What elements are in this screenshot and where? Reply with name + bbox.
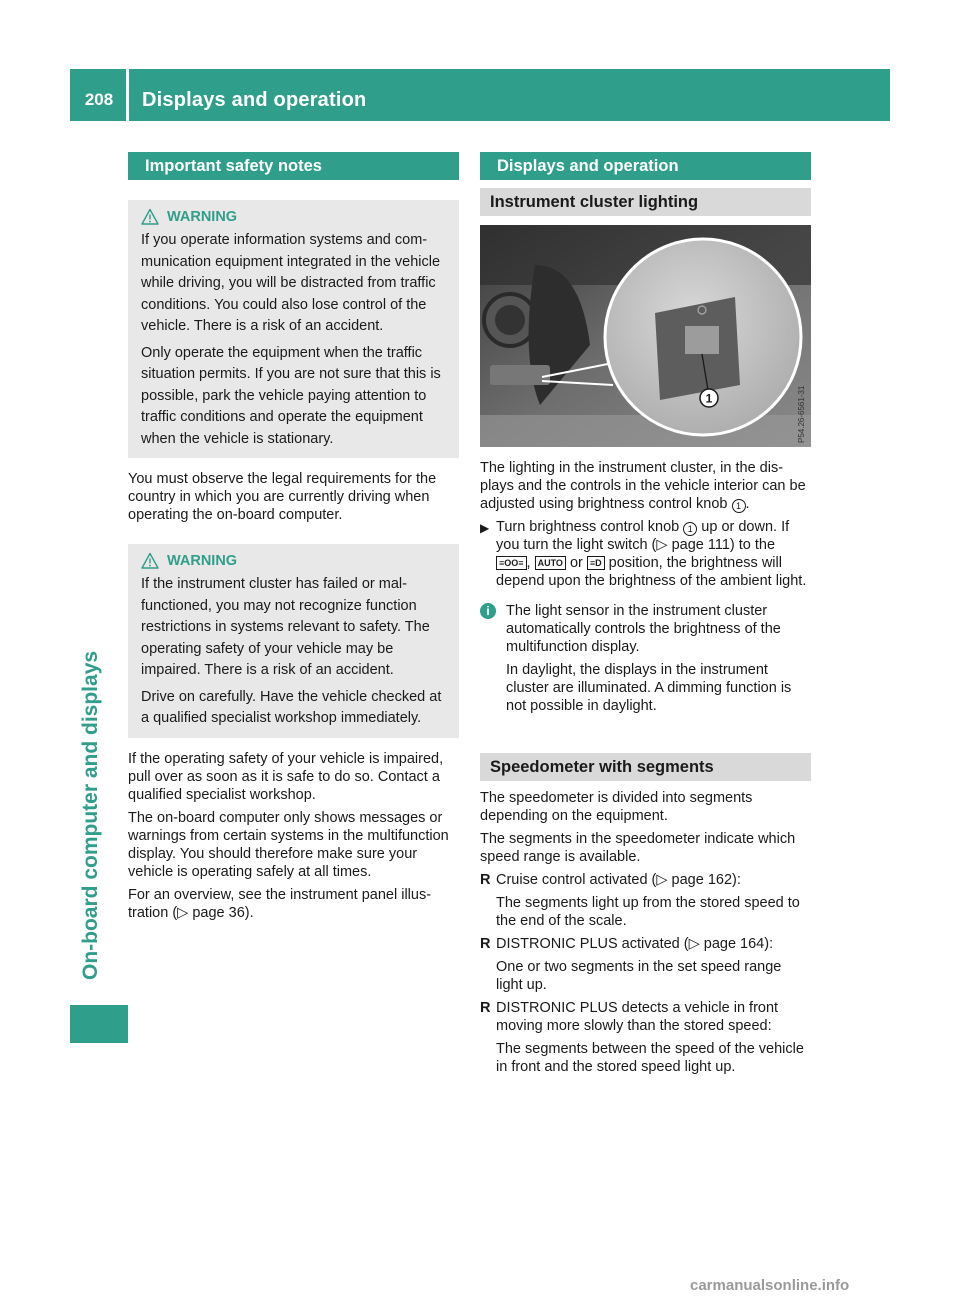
right-column [480, 152, 811, 1076]
list-item-text [496, 999, 811, 1035]
warning-text: If the instrument cluster has failed or malfunctioned, you may not recognize function restrictions in systems relevant to safety. The operating safety of your vehicle may be impaired. There is a risk of an accident. [141, 576, 430, 678]
figure-callout-number: 1 [705, 391, 713, 406]
list-item-text [496, 871, 741, 889]
low-beam-symbol-icon: ≡D [587, 556, 605, 570]
bullet-list [480, 871, 811, 1076]
info-note [480, 602, 811, 720]
text: or [565, 555, 587, 571]
list-item [480, 871, 811, 889]
text: ): [764, 936, 774, 952]
subsection-title-lighting: Instrument cluster lighting [480, 188, 811, 216]
warning-triangle-icon [141, 208, 159, 226]
info-paragraph: The light sensor in the instrument cluster automatically controls the brightness of the multifunction display. [506, 603, 781, 655]
warning-box [128, 200, 459, 458]
page-number: 208 [84, 90, 114, 109]
warning-header [141, 207, 451, 227]
page-reference-link[interactable]: ▷ page 162 [656, 872, 733, 888]
arrow-right-icon: ▶ [480, 521, 490, 535]
left-column [128, 152, 459, 927]
paragraph: The on-board computer only shows messages or warnings from certain systems in the multifunction display. You should therefore make sure your vehicle is operating safely at all times. [128, 809, 449, 880]
header-title: Displays and operation [142, 89, 367, 111]
side-tab-label: On-board computer and displays [79, 650, 102, 980]
text: ) to the [729, 537, 776, 553]
list-item-detail: The segments between the speed of the vehicle in front and the stored speed light up. [496, 1041, 804, 1075]
auto-light-symbol-icon: AUTO [535, 556, 566, 570]
side-tab-block [70, 1005, 128, 1043]
info-paragraph: In daylight, the displays in the instrument cluster are illuminated. A dimming function is not possible in daylight. [506, 662, 792, 714]
page-reference-link[interactable]: ▷ page 36 [177, 904, 245, 921]
text: Turn brightness control knob [496, 519, 684, 535]
section-title-safety: Important safety notes [128, 152, 459, 180]
text: DISTRONIC PLUS activated ( [496, 936, 689, 952]
text: The lighting in the instrument cluster, in the displays and the controls in the vehicle interior can be adjusted using brightness control knob [480, 460, 806, 512]
warning-title: WARNING [167, 209, 238, 225]
warning-triangle-icon [141, 552, 159, 570]
control-knob-callout: 1 [732, 499, 746, 513]
section-title-displays: Displays and operation [480, 152, 811, 180]
text: . [745, 496, 750, 512]
list-item [480, 999, 811, 1035]
dashboard-illustration [480, 225, 811, 447]
page-reference-link[interactable]: ▷ page 111 [656, 537, 730, 553]
text: Cruise control activated ( [496, 872, 657, 888]
paragraph [480, 459, 811, 513]
list-item-detail: One or two segments in the set speed range light up. [496, 959, 782, 993]
step-instruction [480, 518, 811, 590]
paragraph: You must observe the legal requirements for the country in which you are currently driving when operating the on-board computer. [128, 471, 437, 523]
warning-text: If you operate information systems and communication equipment integrated in the vehicle while driving, you will be distracted from traffic conditions. You could also lose control of the vehicle. There is a risk of an accident. [141, 232, 441, 334]
text: ): [732, 872, 741, 888]
text: For an overview, see the instrument panel illustration ( [128, 886, 432, 921]
paragraph: If the operating safety of your vehicle is impaired, pull over as soon as it is safe to do so. Contact a qualified specialist workshop. [128, 750, 444, 803]
text: DISTRONIC PLUS detects a vehicle in front moving more slowly than the stored speed: [496, 1000, 779, 1034]
text: up or down. If you turn the light switch ( [496, 519, 790, 553]
warning-title: WARNING [167, 553, 238, 569]
step-text [496, 518, 811, 590]
footer-watermark: carmanualsonline.info [690, 1277, 850, 1294]
control-knob-callout: 1 [683, 522, 697, 536]
list-item-text [496, 935, 773, 953]
text: position, the brightness will depend upon the brightness of the ambient light. [496, 555, 807, 589]
text: , [526, 555, 535, 571]
parking-light-symbol-icon: ≡OO≡ [496, 556, 527, 570]
text: ). [244, 904, 254, 921]
figure-code: P54.26-6561-31 [797, 385, 806, 443]
warning-text: Only operate the equipment when the traffic situation permits. If you are not sure that this is possible, park the vehicle paying attention to traffic conditions and operate the equipment when the vehicle is stationary. [141, 344, 441, 447]
paragraph: The speedometer is divided into segments depending on the equipment. [480, 790, 753, 824]
instrument-cluster-photo [480, 225, 811, 447]
bullet-icon: R [480, 936, 491, 952]
warning-box [128, 544, 459, 738]
header-divider [126, 69, 129, 121]
bullet-icon: R [480, 1000, 491, 1016]
paragraph [128, 886, 459, 922]
list-item-detail: The segments light up from the stored speed to the end of the scale. [496, 895, 800, 929]
paragraph: The segments in the speedometer indicate which speed range is available. [480, 831, 796, 865]
bullet-icon: R [480, 872, 491, 888]
page-reference-link[interactable]: ▷ page 164 [688, 936, 765, 952]
info-text [506, 602, 811, 720]
warning-header [141, 551, 451, 571]
info-icon: i [480, 603, 496, 619]
warning-text: Drive on carefully. Have the vehicle checked at a qualified specialist workshop immediately. [141, 688, 442, 726]
subsection-title-speedometer: Speedometer with segments [480, 753, 811, 781]
list-item [480, 935, 811, 953]
